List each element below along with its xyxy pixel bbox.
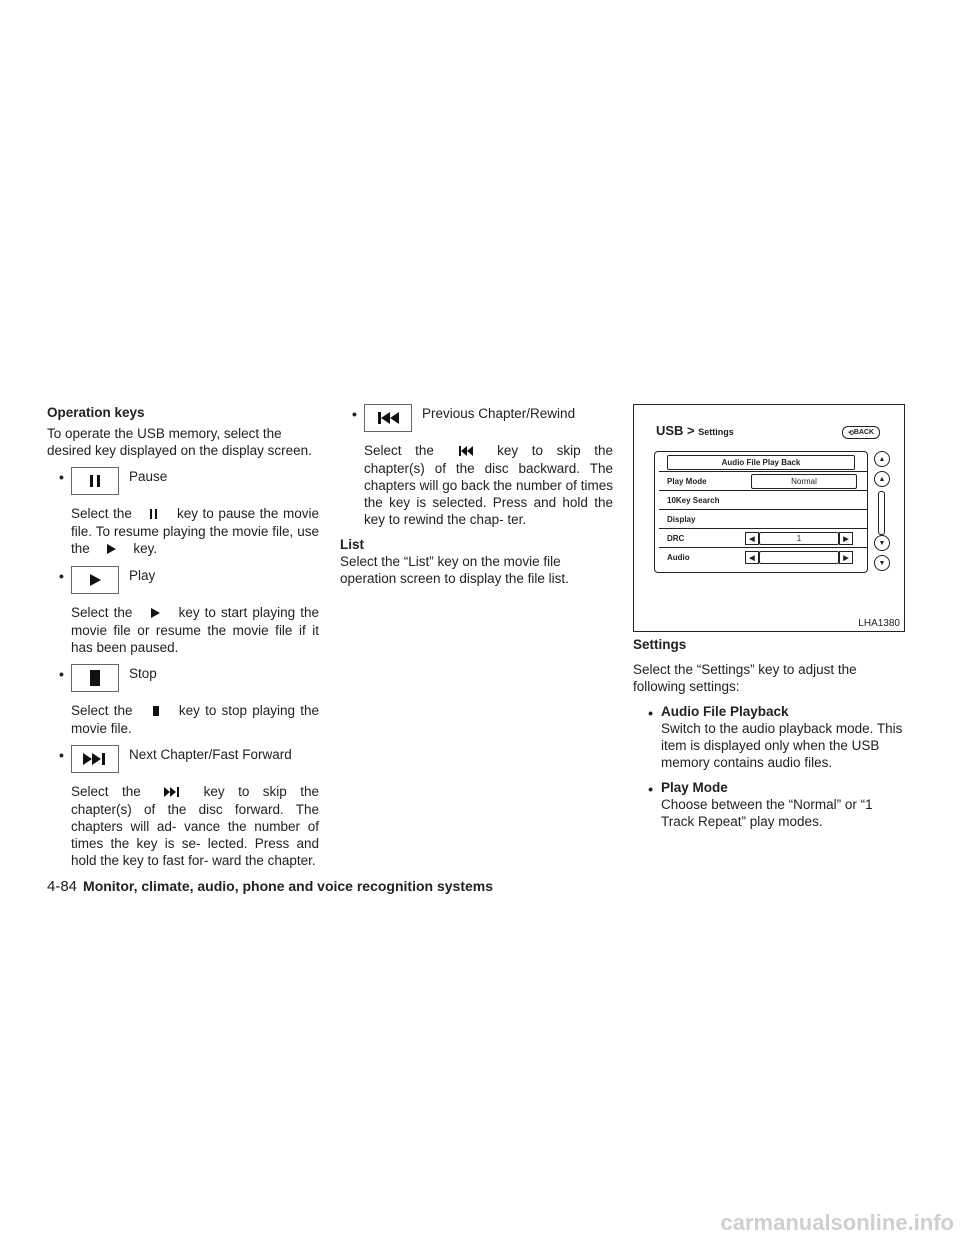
stop-item [47, 664, 319, 737]
back-button[interactable]: ⟲ BACK [842, 426, 880, 439]
audio-left-arrow-icon[interactable]: ◀ [745, 551, 759, 564]
scroll-down-icon[interactable]: ▼ [874, 535, 890, 551]
prev-label: Previous Chapter/Rewind [422, 406, 576, 421]
column-2 [340, 404, 613, 587]
settings-item [633, 703, 906, 771]
figure-code: LHA1380 [858, 618, 900, 629]
play-inline-icon [94, 541, 130, 558]
column-1 [47, 404, 319, 869]
bullet: • [59, 666, 64, 682]
scroll-bottom-icon[interactable]: ▼ [874, 555, 890, 571]
settings-intro: Select the “Settings” key to adjust the following settings: [633, 662, 857, 694]
bullet: • [59, 747, 64, 763]
bullet: • [59, 568, 64, 584]
settings-screen-figure [633, 404, 905, 632]
chapter-title: Monitor, climate, audio, phone and voice recognition systems [83, 878, 493, 894]
pause-label: Pause [129, 469, 168, 484]
play-label: Play [129, 568, 156, 583]
list-heading: List [340, 537, 365, 552]
stop-inline-icon [138, 703, 174, 720]
settings-item [633, 779, 906, 830]
screen-title: USB > Settings [656, 423, 734, 438]
audio-right-arrow-icon[interactable]: ▶ [839, 551, 853, 564]
next-chapter-key-icon [71, 745, 119, 773]
settings-panel [654, 451, 868, 573]
pause-key-icon [71, 467, 119, 495]
play-description: Select the key to start playing the movie file or resume the movie file if it has been paused. [71, 605, 319, 655]
drc-value: 1 [759, 532, 839, 545]
back-arrow-icon: ⟲ [847, 429, 854, 437]
previous-chapter-key-icon [364, 404, 412, 432]
bullet: • [648, 781, 653, 797]
settings-item-text: Choose between the “Normal” or “1 Track Repeat” play modes. [661, 797, 873, 829]
settings-item-text: Switch to the audio playback mode. This item is displayed only when the USB memory contains audio files. [661, 721, 903, 770]
operation-keys-intro: To operate the USB memory, select the desired key displayed on the display screen. [47, 426, 312, 458]
audio-file-play-back-button[interactable]: Audio File Play Back [667, 455, 855, 470]
pause-item [47, 467, 319, 558]
page-number: 4-84 [47, 878, 78, 895]
drc-row: DRC ◀ 1 ▶ [659, 530, 867, 548]
settings-item-title: Audio File Playback [661, 704, 789, 719]
prev-item [340, 404, 613, 528]
drc-right-arrow-icon[interactable]: ▶ [839, 532, 853, 545]
pause-description: Select the key to pause the movie file. To resume playing the movie file, use the key. [71, 506, 319, 556]
audio-value [759, 551, 839, 564]
previous-chapter-inline-icon [448, 443, 484, 460]
operation-keys-heading: Operation keys [47, 405, 145, 420]
bullet: • [59, 469, 64, 485]
audio-row: Audio ◀ ▶ [659, 549, 867, 566]
drc-left-arrow-icon[interactable]: ◀ [745, 532, 759, 545]
prev-description: Select the key to skip the chapter(s) of the disc backward. The chapters will go back the number of times the key is selected. Press and hold the key to rewind the chap- ter. [364, 443, 613, 527]
column-3 [633, 636, 906, 830]
play-mode-value[interactable]: Normal [751, 474, 857, 489]
audio-file-row [659, 454, 867, 472]
watermark: carmanualsonline.info [720, 1210, 954, 1235]
scroll-top-icon[interactable]: ▲ [874, 451, 890, 467]
bullet: • [352, 406, 357, 422]
stop-label: Stop [129, 666, 157, 681]
bullet: • [648, 705, 653, 721]
key-search-row[interactable]: 10Key Search [659, 492, 867, 510]
pause-inline-icon [136, 506, 172, 523]
settings-item-title: Play Mode [661, 780, 728, 795]
play-inline-icon [137, 605, 173, 622]
next-chapter-inline-icon [154, 784, 190, 801]
play-key-icon [71, 566, 119, 594]
next-description: Select the key to skip the chapter(s) of the disc forward. The chapters will ad- vance the number of times the key is se- lected. Press and hold the key to fast for- ward the chapter. [71, 784, 319, 868]
next-label: Next Chapter/Fast Forward [129, 747, 292, 762]
display-row[interactable]: Display [659, 511, 867, 529]
stop-key-icon [71, 664, 119, 692]
play-item [47, 566, 319, 656]
scrollbar-track[interactable] [878, 491, 885, 535]
next-item [47, 745, 319, 869]
scroll-up-icon[interactable]: ▲ [874, 471, 890, 487]
page-footer [47, 878, 493, 895]
settings-heading: Settings [633, 637, 687, 652]
play-mode-row[interactable]: Play Mode Normal [659, 473, 867, 491]
stop-description: Select the key to stop playing the movie file. [71, 703, 319, 736]
list-text: Select the “List” key on the movie file operation screen to display the file list. [340, 554, 569, 586]
